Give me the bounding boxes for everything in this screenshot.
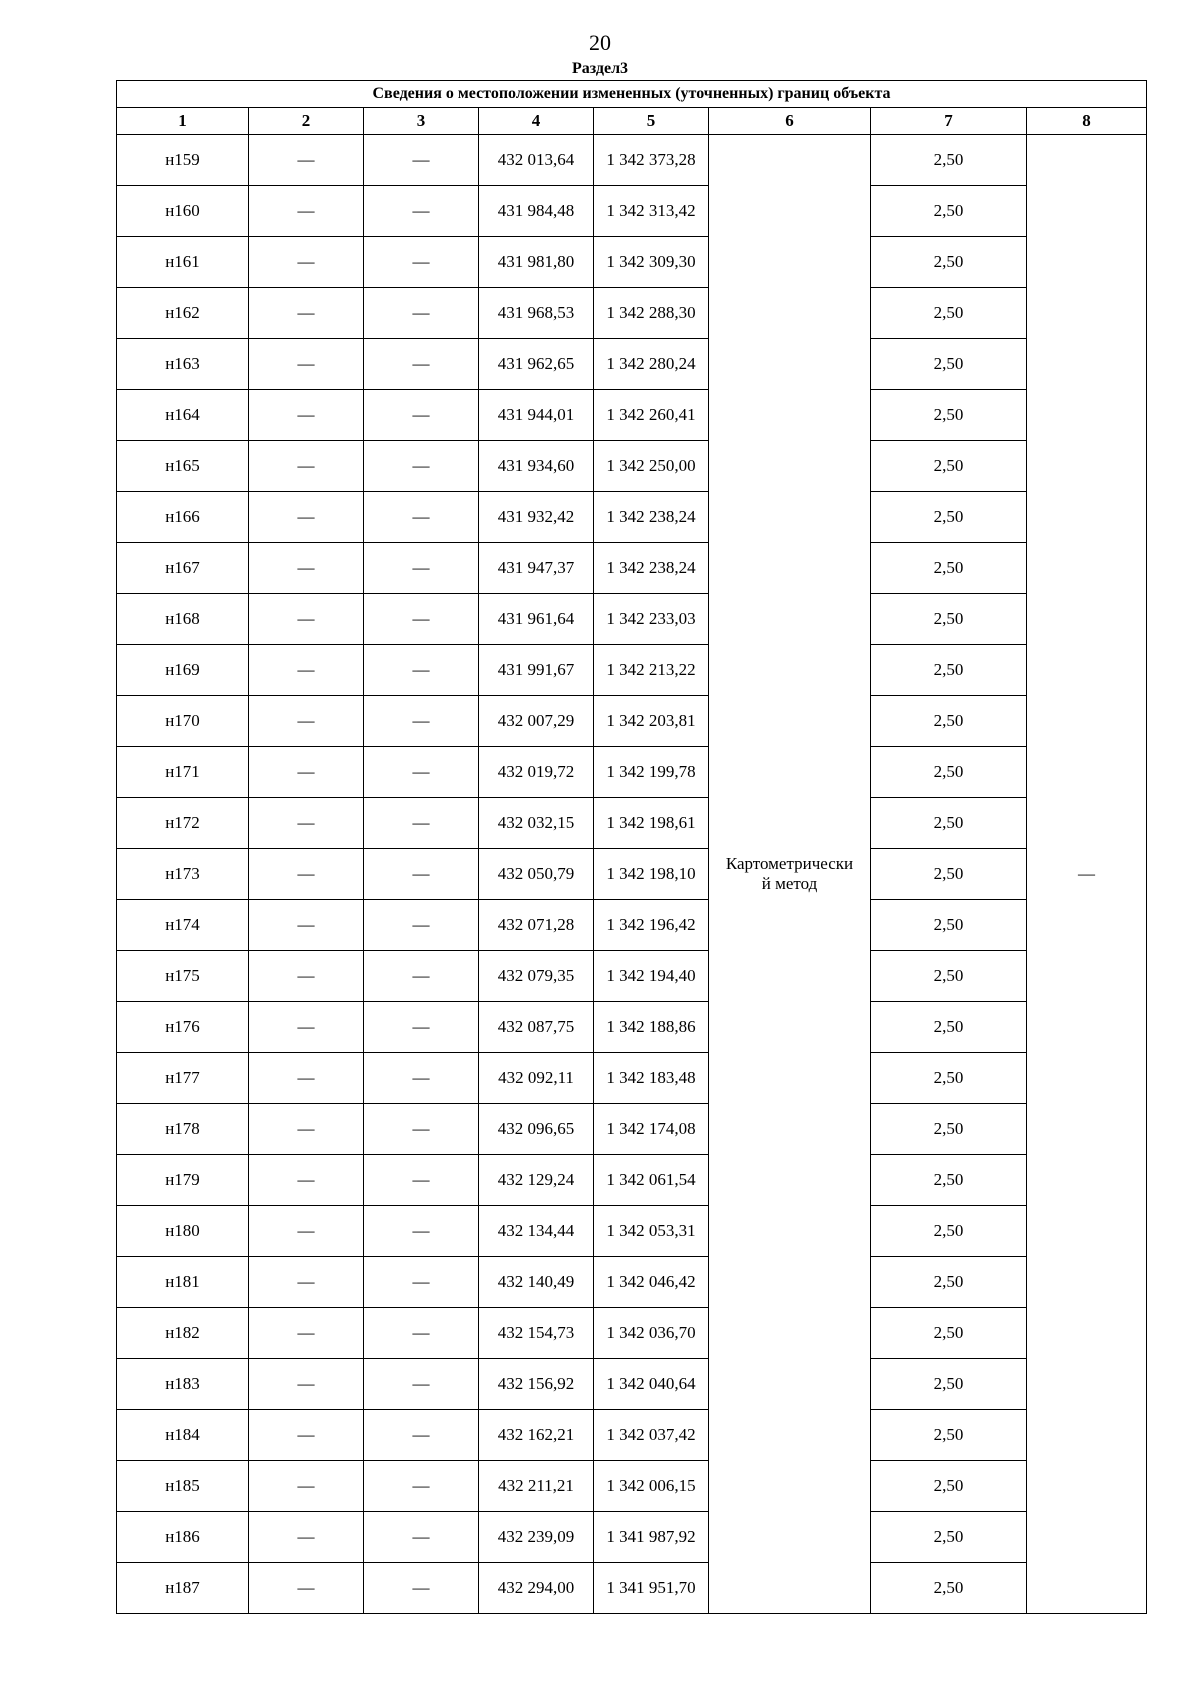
column-2-value: — <box>249 339 364 390</box>
y-coordinate: 1 342 260,41 <box>594 390 709 441</box>
accuracy-value: 2,50 <box>871 492 1027 543</box>
x-coordinate: 432 079,35 <box>479 951 594 1002</box>
accuracy-value: 2,50 <box>871 135 1027 186</box>
point-name: н176 <box>117 1002 249 1053</box>
accuracy-value: 2,50 <box>871 1410 1027 1461</box>
point-name: н160 <box>117 186 249 237</box>
column-3-value: — <box>364 1206 479 1257</box>
table-caption: Сведения о местоположении измененных (уточненных) границ объекта <box>117 81 1147 108</box>
x-coordinate: 431 947,37 <box>479 543 594 594</box>
x-coordinate: 432 156,92 <box>479 1359 594 1410</box>
x-coordinate: 432 154,73 <box>479 1308 594 1359</box>
y-coordinate: 1 342 238,24 <box>594 492 709 543</box>
y-coordinate: 1 342 037,42 <box>594 1410 709 1461</box>
column-3-value: — <box>364 798 479 849</box>
y-coordinate: 1 342 006,15 <box>594 1461 709 1512</box>
column-number: 2 <box>249 108 364 135</box>
accuracy-value: 2,50 <box>871 186 1027 237</box>
column-3-value: — <box>364 645 479 696</box>
method-cell <box>709 135 871 1614</box>
y-coordinate: 1 341 987,92 <box>594 1512 709 1563</box>
x-coordinate: 432 294,00 <box>479 1563 594 1614</box>
y-coordinate: 1 342 373,28 <box>594 135 709 186</box>
column-3-value: — <box>364 339 479 390</box>
column-3-value: — <box>364 1410 479 1461</box>
column-2-value: — <box>249 1257 364 1308</box>
table-row <box>117 339 1147 390</box>
y-coordinate: 1 342 203,81 <box>594 696 709 747</box>
column-3-value: — <box>364 1104 479 1155</box>
column-2-value: — <box>249 1053 364 1104</box>
x-coordinate: 432 013,64 <box>479 135 594 186</box>
column-3-value: — <box>364 441 479 492</box>
column-3-value: — <box>364 492 479 543</box>
column-2-value: — <box>249 798 364 849</box>
table-row <box>117 645 1147 696</box>
accuracy-value: 2,50 <box>871 1563 1027 1614</box>
column-3-value: — <box>364 594 479 645</box>
column-3-value: — <box>364 543 479 594</box>
column-2-value: — <box>249 1359 364 1410</box>
y-coordinate: 1 342 233,03 <box>594 594 709 645</box>
table-row <box>117 798 1147 849</box>
column-3-value: — <box>364 1308 479 1359</box>
column-2-value: — <box>249 747 364 798</box>
accuracy-value: 2,50 <box>871 696 1027 747</box>
accuracy-value: 2,50 <box>871 1359 1027 1410</box>
column-2-value: — <box>249 135 364 186</box>
point-name: н171 <box>117 747 249 798</box>
column-2-value: — <box>249 1155 364 1206</box>
table-row <box>117 186 1147 237</box>
point-name: н175 <box>117 951 249 1002</box>
point-name: н184 <box>117 1410 249 1461</box>
column-number: 6 <box>709 108 871 135</box>
table-row <box>117 1308 1147 1359</box>
column-number: 4 <box>479 108 594 135</box>
x-coordinate: 431 961,64 <box>479 594 594 645</box>
column-3-value: — <box>364 1155 479 1206</box>
y-coordinate: 1 342 061,54 <box>594 1155 709 1206</box>
y-coordinate: 1 341 951,70 <box>594 1563 709 1614</box>
point-name: н159 <box>117 135 249 186</box>
x-coordinate: 432 071,28 <box>479 900 594 951</box>
table-row <box>117 1206 1147 1257</box>
table-row <box>117 1257 1147 1308</box>
column-2-value: — <box>249 1206 364 1257</box>
table-row <box>117 900 1147 951</box>
point-name: н186 <box>117 1512 249 1563</box>
column-8-value: — <box>1027 135 1147 1614</box>
y-coordinate: 1 342 309,30 <box>594 237 709 288</box>
column-number-row <box>117 108 1147 135</box>
table-row <box>117 1512 1147 1563</box>
column-3-value: — <box>364 849 479 900</box>
column-number: 3 <box>364 108 479 135</box>
x-coordinate: 432 140,49 <box>479 1257 594 1308</box>
point-name: н174 <box>117 900 249 951</box>
table-caption-row <box>117 81 1147 108</box>
table-row <box>117 1155 1147 1206</box>
accuracy-value: 2,50 <box>871 1155 1027 1206</box>
x-coordinate: 431 962,65 <box>479 339 594 390</box>
x-coordinate: 432 134,44 <box>479 1206 594 1257</box>
point-name: н169 <box>117 645 249 696</box>
accuracy-value: 2,50 <box>871 594 1027 645</box>
x-coordinate: 432 239,09 <box>479 1512 594 1563</box>
table-row <box>117 1410 1147 1461</box>
column-2-value: — <box>249 288 364 339</box>
column-number: 1 <box>117 108 249 135</box>
y-coordinate: 1 342 280,24 <box>594 339 709 390</box>
accuracy-value: 2,50 <box>871 1002 1027 1053</box>
y-coordinate: 1 342 194,40 <box>594 951 709 1002</box>
column-2-value: — <box>249 186 364 237</box>
point-name: н161 <box>117 237 249 288</box>
column-2-value: — <box>249 1461 364 1512</box>
y-coordinate: 1 342 046,42 <box>594 1257 709 1308</box>
column-2-value: — <box>249 1410 364 1461</box>
point-name: н178 <box>117 1104 249 1155</box>
column-3-value: — <box>364 135 479 186</box>
column-2-value: — <box>249 900 364 951</box>
x-coordinate: 431 984,48 <box>479 186 594 237</box>
column-2-value: — <box>249 594 364 645</box>
x-coordinate: 431 932,42 <box>479 492 594 543</box>
column-number: 8 <box>1027 108 1147 135</box>
table-row <box>117 594 1147 645</box>
column-2-value: — <box>249 849 364 900</box>
boundary-coordinates-table <box>116 80 1147 1614</box>
y-coordinate: 1 342 174,08 <box>594 1104 709 1155</box>
accuracy-value: 2,50 <box>871 543 1027 594</box>
y-coordinate: 1 342 250,00 <box>594 441 709 492</box>
point-name: н166 <box>117 492 249 543</box>
column-2-value: — <box>249 696 364 747</box>
accuracy-value: 2,50 <box>871 1206 1027 1257</box>
accuracy-value: 2,50 <box>871 1053 1027 1104</box>
table-row <box>117 951 1147 1002</box>
column-2-value: — <box>249 1104 364 1155</box>
x-coordinate: 431 991,67 <box>479 645 594 696</box>
y-coordinate: 1 342 313,42 <box>594 186 709 237</box>
accuracy-value: 2,50 <box>871 747 1027 798</box>
method-text-line: Картометрически <box>725 854 854 873</box>
column-2-value: — <box>249 441 364 492</box>
point-name: н187 <box>117 1563 249 1614</box>
column-3-value: — <box>364 1563 479 1614</box>
table-row <box>117 1053 1147 1104</box>
point-name: н181 <box>117 1257 249 1308</box>
column-2-value: — <box>249 390 364 441</box>
table-row <box>117 1104 1147 1155</box>
column-2-value: — <box>249 1002 364 1053</box>
column-2-value: — <box>249 237 364 288</box>
point-name: н162 <box>117 288 249 339</box>
point-name: н165 <box>117 441 249 492</box>
point-name: н163 <box>117 339 249 390</box>
column-3-value: — <box>364 1359 479 1410</box>
page-number: 20 <box>589 30 611 55</box>
x-coordinate: 431 934,60 <box>479 441 594 492</box>
x-coordinate: 432 211,21 <box>479 1461 594 1512</box>
point-name: н182 <box>117 1308 249 1359</box>
column-2-value: — <box>249 1308 364 1359</box>
table-row <box>117 849 1147 900</box>
table-row <box>117 747 1147 798</box>
x-coordinate: 432 129,24 <box>479 1155 594 1206</box>
y-coordinate: 1 342 196,42 <box>594 900 709 951</box>
column-3-value: — <box>364 1053 479 1104</box>
y-coordinate: 1 342 199,78 <box>594 747 709 798</box>
accuracy-value: 2,50 <box>871 849 1027 900</box>
column-3-value: — <box>364 288 479 339</box>
accuracy-value: 2,50 <box>871 1257 1027 1308</box>
y-coordinate: 1 342 188,86 <box>594 1002 709 1053</box>
y-coordinate: 1 342 198,61 <box>594 798 709 849</box>
table-row <box>117 237 1147 288</box>
accuracy-value: 2,50 <box>871 288 1027 339</box>
column-2-value: — <box>249 1512 364 1563</box>
accuracy-value: 2,50 <box>871 900 1027 951</box>
x-coordinate: 431 981,80 <box>479 237 594 288</box>
column-3-value: — <box>364 186 479 237</box>
column-3-value: — <box>364 747 479 798</box>
y-coordinate: 1 342 198,10 <box>594 849 709 900</box>
table-row <box>117 543 1147 594</box>
column-number: 5 <box>594 108 709 135</box>
method-text-line: й метод <box>761 874 818 893</box>
point-name: н179 <box>117 1155 249 1206</box>
point-name: н180 <box>117 1206 249 1257</box>
point-name: н164 <box>117 390 249 441</box>
x-coordinate: 432 007,29 <box>479 696 594 747</box>
column-3-value: — <box>364 1257 479 1308</box>
y-coordinate: 1 342 040,64 <box>594 1359 709 1410</box>
table-row <box>117 1563 1147 1614</box>
point-name: н177 <box>117 1053 249 1104</box>
y-coordinate: 1 342 238,24 <box>594 543 709 594</box>
accuracy-value: 2,50 <box>871 1461 1027 1512</box>
column-3-value: — <box>364 1461 479 1512</box>
column-2-value: — <box>249 645 364 696</box>
table-row <box>117 135 1147 186</box>
accuracy-value: 2,50 <box>871 390 1027 441</box>
accuracy-value: 2,50 <box>871 339 1027 390</box>
x-coordinate: 431 968,53 <box>479 288 594 339</box>
x-coordinate: 432 019,72 <box>479 747 594 798</box>
table-row <box>117 696 1147 747</box>
accuracy-value: 2,50 <box>871 1512 1027 1563</box>
y-coordinate: 1 342 213,22 <box>594 645 709 696</box>
table-row <box>117 1002 1147 1053</box>
accuracy-value: 2,50 <box>871 1308 1027 1359</box>
table-row <box>117 1359 1147 1410</box>
table-row <box>117 441 1147 492</box>
column-3-value: — <box>364 951 479 1002</box>
point-name: н173 <box>117 849 249 900</box>
accuracy-value: 2,50 <box>871 441 1027 492</box>
x-coordinate: 431 944,01 <box>479 390 594 441</box>
accuracy-value: 2,50 <box>871 951 1027 1002</box>
table-row <box>117 1461 1147 1512</box>
table-row <box>117 492 1147 543</box>
x-coordinate: 432 162,21 <box>479 1410 594 1461</box>
accuracy-value: 2,50 <box>871 645 1027 696</box>
accuracy-value: 2,50 <box>871 798 1027 849</box>
column-2-value: — <box>249 543 364 594</box>
y-coordinate: 1 342 183,48 <box>594 1053 709 1104</box>
y-coordinate: 1 342 288,30 <box>594 288 709 339</box>
x-coordinate: 432 092,11 <box>479 1053 594 1104</box>
point-name: н185 <box>117 1461 249 1512</box>
accuracy-value: 2,50 <box>871 237 1027 288</box>
y-coordinate: 1 342 053,31 <box>594 1206 709 1257</box>
x-coordinate: 432 087,75 <box>479 1002 594 1053</box>
column-2-value: — <box>249 951 364 1002</box>
table-row <box>117 390 1147 441</box>
column-3-value: — <box>364 1002 479 1053</box>
column-number: 7 <box>871 108 1027 135</box>
column-2-value: — <box>249 492 364 543</box>
column-3-value: — <box>364 1512 479 1563</box>
y-coordinate: 1 342 036,70 <box>594 1308 709 1359</box>
point-name: н168 <box>117 594 249 645</box>
column-2-value: — <box>249 1563 364 1614</box>
column-3-value: — <box>364 237 479 288</box>
x-coordinate: 432 096,65 <box>479 1104 594 1155</box>
point-name: н183 <box>117 1359 249 1410</box>
column-3-value: — <box>364 696 479 747</box>
column-3-value: — <box>364 900 479 951</box>
section-title: Раздел3 <box>571 60 629 77</box>
point-name: н172 <box>117 798 249 849</box>
point-name: н170 <box>117 696 249 747</box>
x-coordinate: 432 050,79 <box>479 849 594 900</box>
column-3-value: — <box>364 390 479 441</box>
table-row <box>117 288 1147 339</box>
x-coordinate: 432 032,15 <box>479 798 594 849</box>
point-name: н167 <box>117 543 249 594</box>
accuracy-value: 2,50 <box>871 1104 1027 1155</box>
